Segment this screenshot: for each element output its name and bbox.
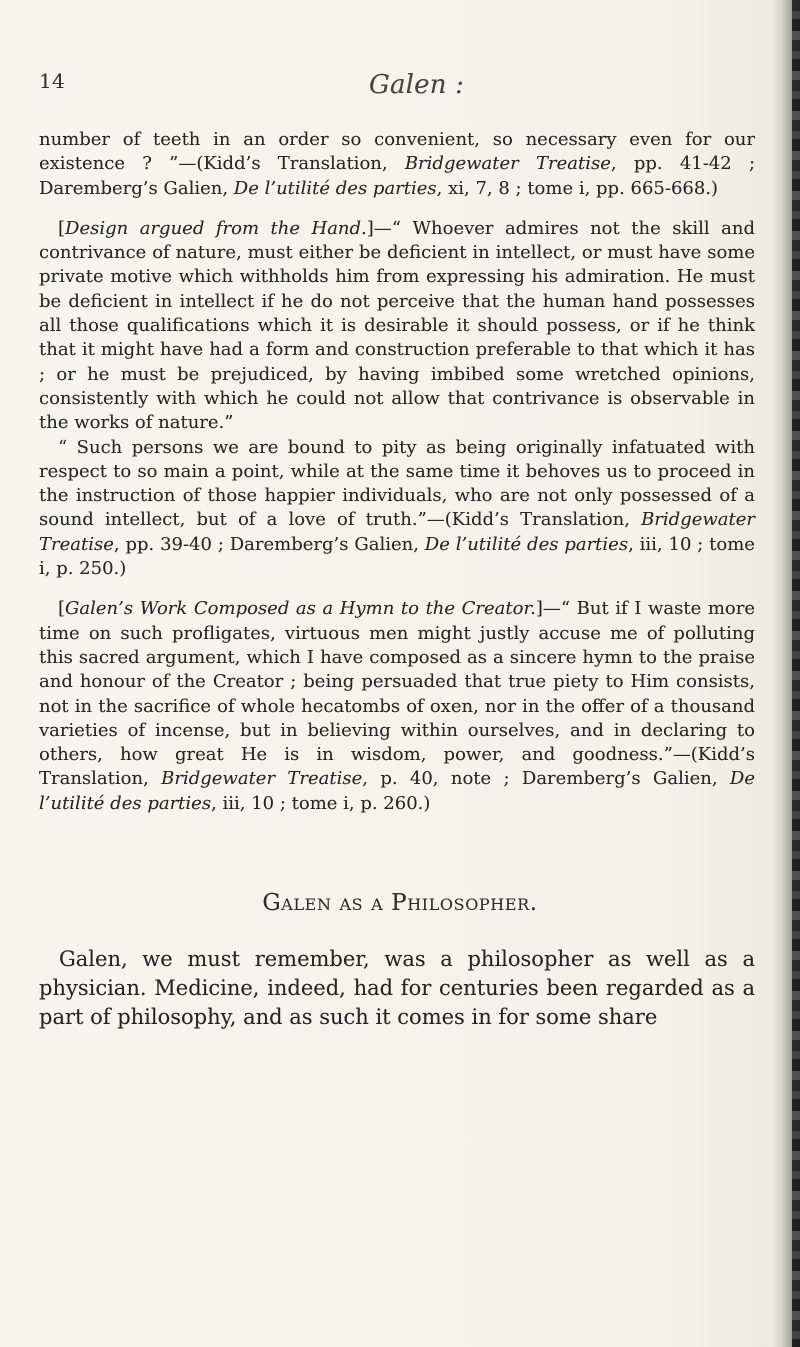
paragraph-2-text-1: ]—“ Whoever admires not the skill and contrivance of nature, must either be deficient in intellect, or must have some private motive which withholds him from expressing his admiration. He must be deficient in intellect if he do not perceive that the human hand possesses all those qualifications which it is desirable it should possess, or if he think that it might have had a form and construction preferable to that which it has ; or he must be prejudiced, by having imbibed some wretched opinions, consistently with which he could not allow that contrivance is observable in the works of nature.” <box>39 217 755 434</box>
paragraph-1-text-1: number of teeth in an order so convenient, so necessary even for our existence ? ”—(Kidd’s Translation, <box>39 129 755 175</box>
page-edge-strip <box>792 0 800 1347</box>
paragraph-1 <box>39 128 755 201</box>
paragraph-4-prefix-1: [ <box>58 598 66 620</box>
paragraph-4-italic-2: Bridgewater Treatise <box>161 768 363 790</box>
paragraph-2-italic-1: Design argued from the Hand. <box>65 217 367 239</box>
paragraph-4-text-1: ]—“ But if I waste more time on such profligates, virtuous men might justly accuse me of polluting this sacred argument, which I have composed as a sincere hymn to the praise and honour of the Creator ; being persuaded that true piety to Him consists, not in the sacrifice of whole hecatombs of oxen, nor in the offer of a thousand varieties of incense, but in believing within ourselves, and in declaring to others, how great He is in wisdom, power, and goodness.”—(Kidd’s Translation, <box>39 598 755 790</box>
paragraph-4 <box>39 597 755 816</box>
paragraph-4-italic-3: De l’utilité des parties <box>39 768 755 814</box>
final-paragraph-container <box>39 945 755 1032</box>
page-header <box>39 69 749 109</box>
paragraph-4-italic-1: Galen’s Work Composed as a Hymn to the Creator. <box>65 598 536 620</box>
paragraph-4-text-3: , iii, 10 ; tome i, p. 260.) <box>211 792 431 814</box>
paragraph-3-italic-1: Bridgewater Treatise <box>39 509 755 555</box>
paragraph-1-text-2: , pp. 41-42 ; Daremberg’s Galien, <box>39 153 756 199</box>
final-paragraph: Galen, we must remember, was a philosopher as well as a physician. Medicine, indeed, had for centuries been regarded as a part of philosophy, and as such it comes in for some share <box>39 947 755 1029</box>
paragraph-1-italic-1: Bridgewater Treatise <box>404 153 611 175</box>
paragraph-3-text-2: , pp. 39-40 ; Daremberg’s Galien, <box>113 533 425 555</box>
paragraph-3-text-1: “ Such persons we are bound to pity as being originally infatuated with respect to so main a point, while at the same time it behoves us to proceed in the instruction of those happier individuals, who are not only possessed of a sound intellect, but of a love of truth.”—(Kidd’s Translation, <box>39 436 755 531</box>
paragraph-3 <box>39 436 755 582</box>
paragraph-1-italic-2: De l’utilité des parties <box>233 177 437 199</box>
paragraph-4-text-2: , p. 40, note ; Daremberg’s Galien, <box>362 768 730 790</box>
paragraph-1-text-3: , xi, 7, 8 ; tome i, pp. 665-668.) <box>436 177 719 199</box>
section-title: Galen as a Philosopher. <box>262 890 538 916</box>
running-title: Galen : <box>369 70 465 100</box>
paragraph-2-prefix-1: [ <box>58 217 66 239</box>
main-text <box>39 128 755 816</box>
paragraph-3-italic-2: De l’utilité des parties <box>424 533 629 555</box>
page-number: 14 <box>39 69 66 93</box>
paragraph-2 <box>39 217 755 436</box>
paragraph-3-text-3: , iii, 10 ; tome i, p. 250.) <box>39 533 755 580</box>
